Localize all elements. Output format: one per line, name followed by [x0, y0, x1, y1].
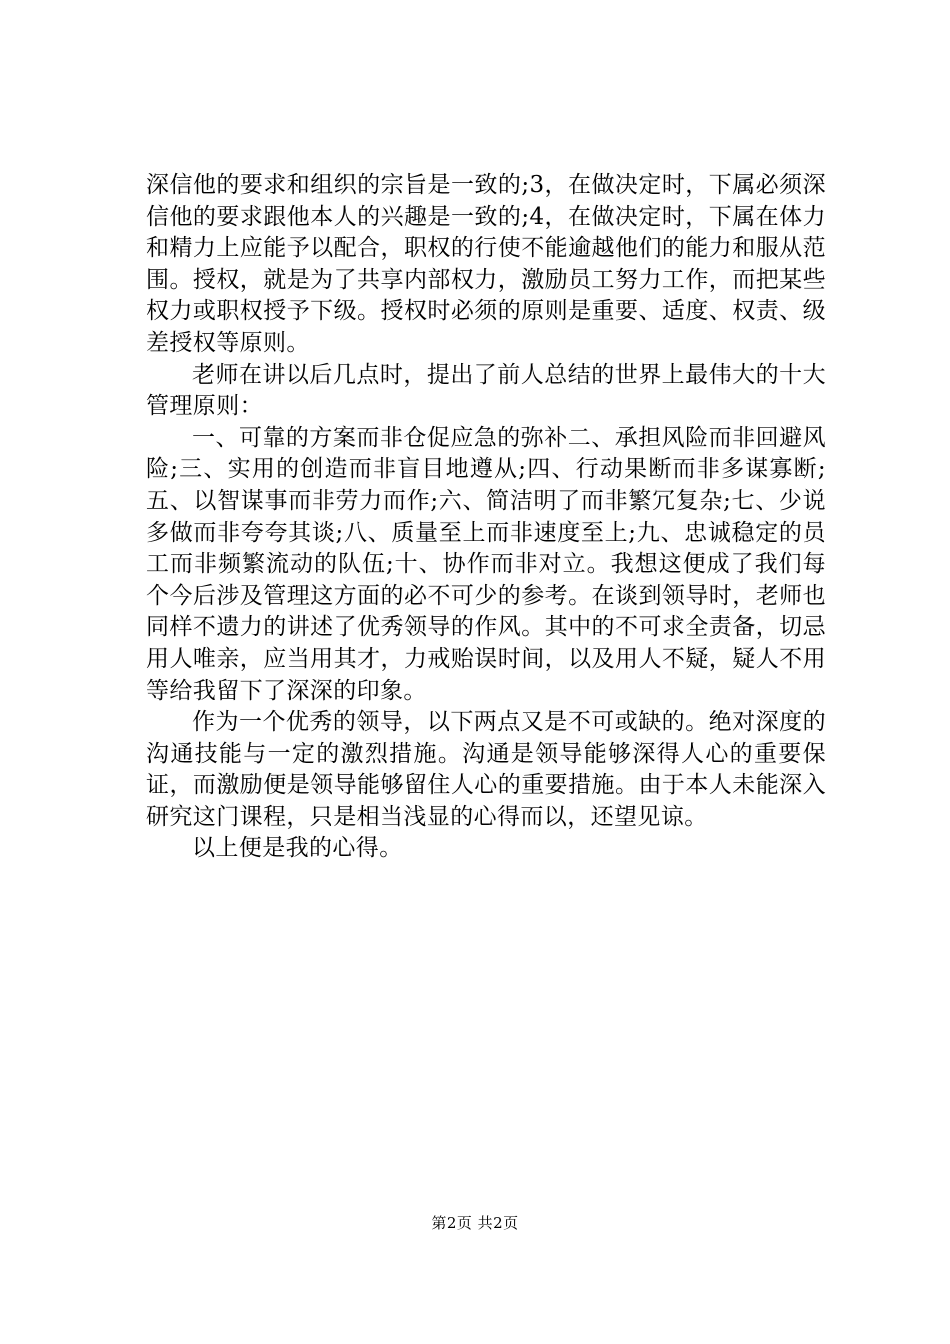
page-number-footer: 第2页 共2页	[431, 1214, 519, 1232]
document-body	[146, 170, 826, 865]
paragraph-principles-intro: 老师在讲以后几点时，提出了前人总结的世界上最伟大的十大管理原则：	[146, 361, 826, 420]
paragraph-leadership: 作为一个优秀的领导，以下两点又是不可或缺的。绝对深度的沟通技能与一定的激烈措施。沟通是领导能够深得人心的重要保证，而激励便是领导能够留住人心的重要措施。由于本人未能深入研究这门课程，只是相当浅显的心得而以，还望见谅。	[146, 709, 826, 830]
paragraph-closing: 以上便是我的心得。	[192, 835, 403, 862]
paragraph-continuation: 深信他的要求和组织的宗旨是一致的;3，在做决定时，下属必须深信他的要求跟他本人的兴趣是一致的;4，在做决定时，下属在体力和精力上应能予以配合，职权的行使不能逾越他们的能力和服从范围。授权，就是为了共享内部权力，激励员工努力工作，而把某些权力或职权授予下级。授权时必须的原则是重要、适度、权责、级差授权等原则。	[146, 172, 826, 356]
paragraph-principles-list: 一、可靠的方案而非仓促应急的弥补二、承担风险而非回避风险;三、实用的创造而非盲目地遵从;四、行动果断而非多谋寡断;五、以智谋事而非劳力而作;六、简洁明了而非繁冗复杂;七、少说多做而非夸夸其谈;八、质量至上而非速度至上;九、忠诚稳定的员工而非频繁流动的队伍;十、协作而非对立。我想这便成了我们每个今后涉及管理这方面的必不可少的参考。在谈到领导时，老师也同样不遗力的讲述了优秀领导的作风。其中的不可求全责备，切忌用人唯亲，应当用其才，力戒贻误时间，以及用人不疑，疑人不用等给我留下了深深的印象。	[146, 424, 826, 704]
